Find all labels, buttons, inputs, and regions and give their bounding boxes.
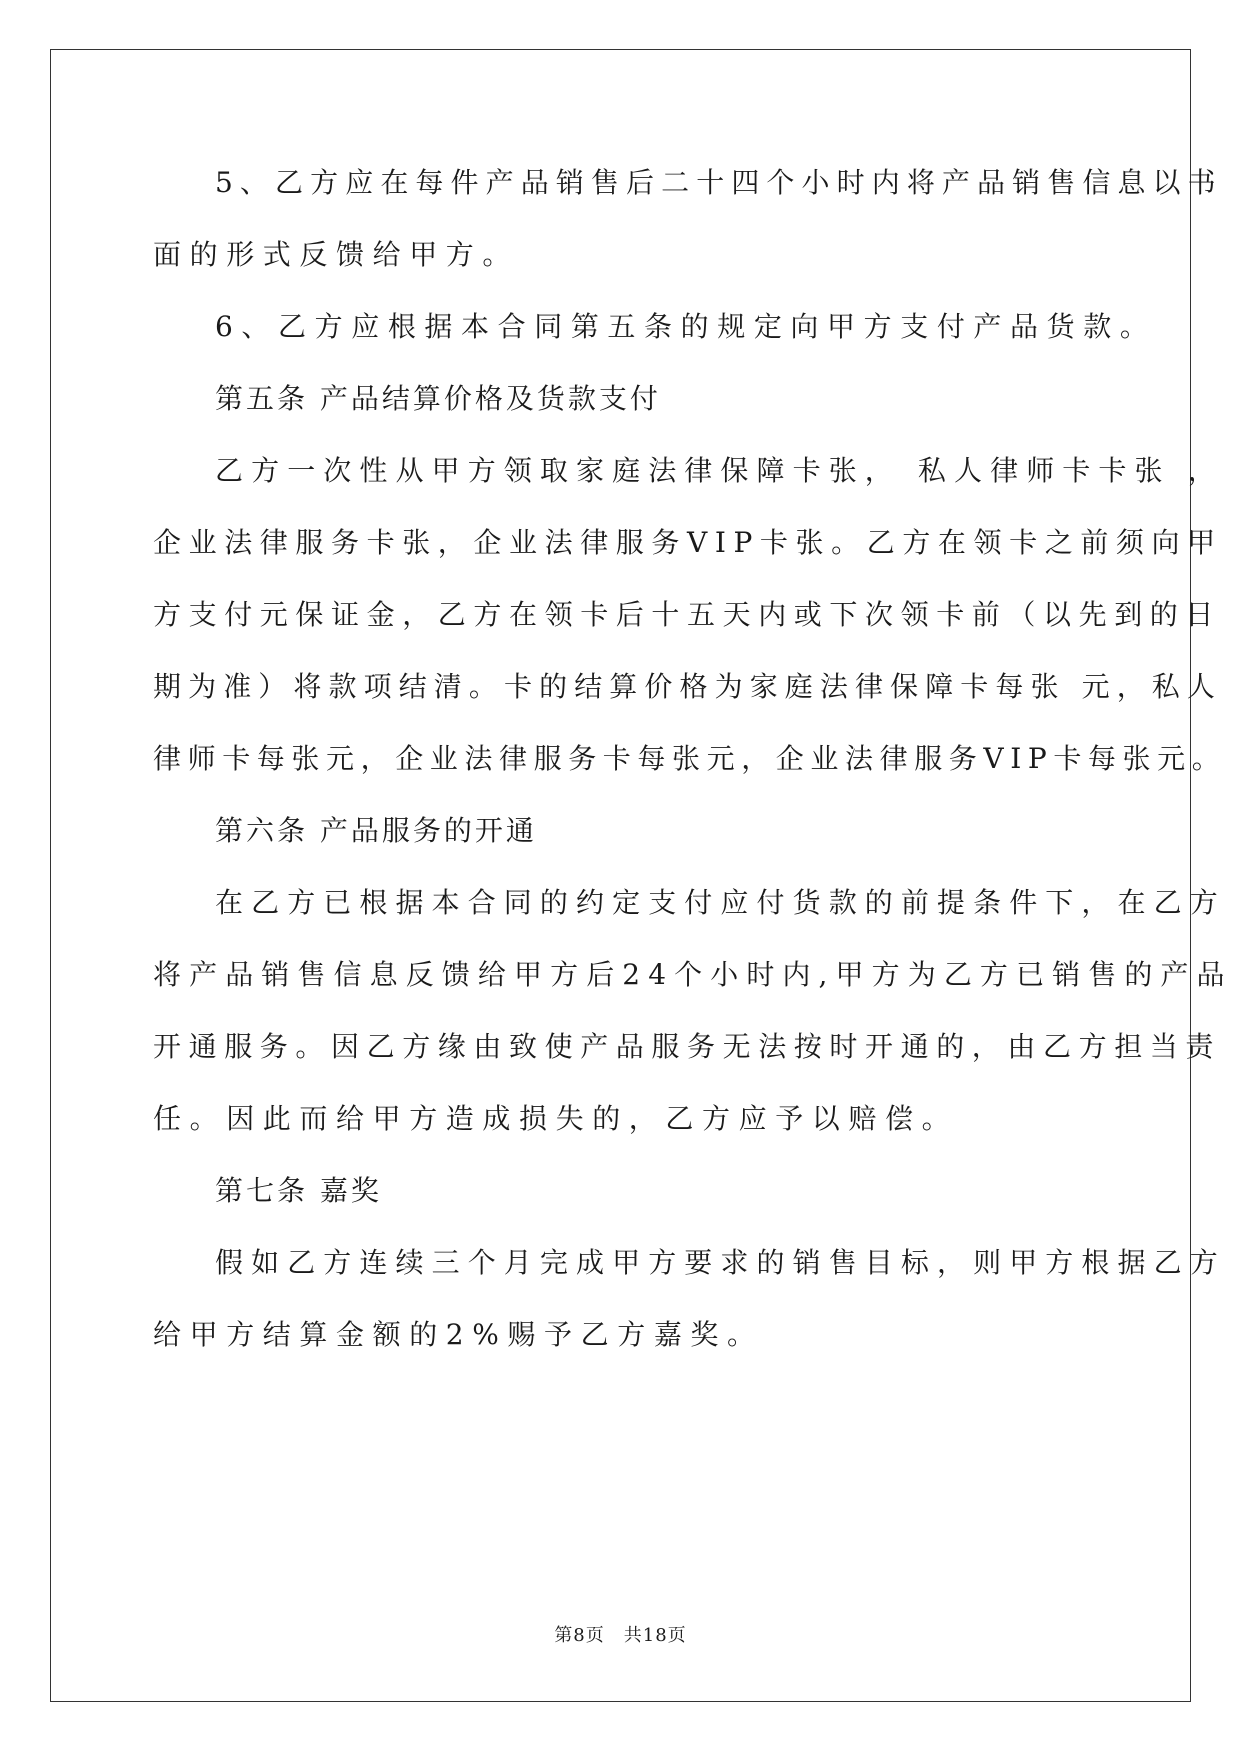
paragraph-line: 5、乙方应在每件产品销售后二十四个小时内将产品销售信息以书	[215, 166, 1223, 199]
paragraph-line: 乙方一次性从甲方领取家庭法律保障卡张， 私人律师卡卡张 ，	[215, 454, 1224, 487]
paragraph-line: 任。因此而给甲方造成损失的，乙方应予以赔偿。	[153, 1102, 959, 1135]
section-heading: 第六条 产品服务的开通	[215, 814, 537, 847]
paragraph-line: 6、乙方应根据本合同第五条的规定向甲方支付产品货款。	[215, 310, 1157, 343]
paragraph-line: 企业法律服务卡张，企业法律服务VIP卡张。乙方在领卡之前须向甲	[153, 526, 1223, 559]
paragraph-line: 假如乙方连续三个月完成甲方要求的销售目标，则甲方根据乙方	[215, 1246, 1226, 1279]
paragraph-line: 期为准）将款项结清。卡的结算价格为家庭法律保障卡每张 元，私人	[153, 670, 1223, 703]
section-heading: 第五条 产品结算价格及货款支付	[215, 382, 661, 415]
paragraph-line: 开通服务。因乙方缘由致使产品服务无法按时开通的，由乙方担当责	[153, 1030, 1222, 1063]
paragraph-line: 在乙方已根据本合同的约定支付应付货款的前提条件下，在乙方	[215, 886, 1226, 919]
paragraph-line: 将产品销售信息反馈给甲方后24个小时内,甲方为乙方已销售的产品	[153, 958, 1233, 991]
paragraph-line: 面的形式反馈给甲方。	[153, 238, 520, 271]
paragraph-line: 方支付元保证金，乙方在领卡后十五天内或下次领卡前（以先到的日	[153, 598, 1222, 631]
page-border	[50, 49, 1191, 1702]
page-number-footer: 第8页 共18页	[554, 1625, 687, 1646]
paragraph-line: 律师卡每张元，企业法律服务卡每张元，企业法律服务VIP卡每张元。	[153, 742, 1227, 775]
paragraph-line: 给甲方结算金额的2%赐予乙方嘉奖。	[153, 1318, 764, 1351]
section-heading: 第七条 嘉奖	[215, 1174, 382, 1207]
